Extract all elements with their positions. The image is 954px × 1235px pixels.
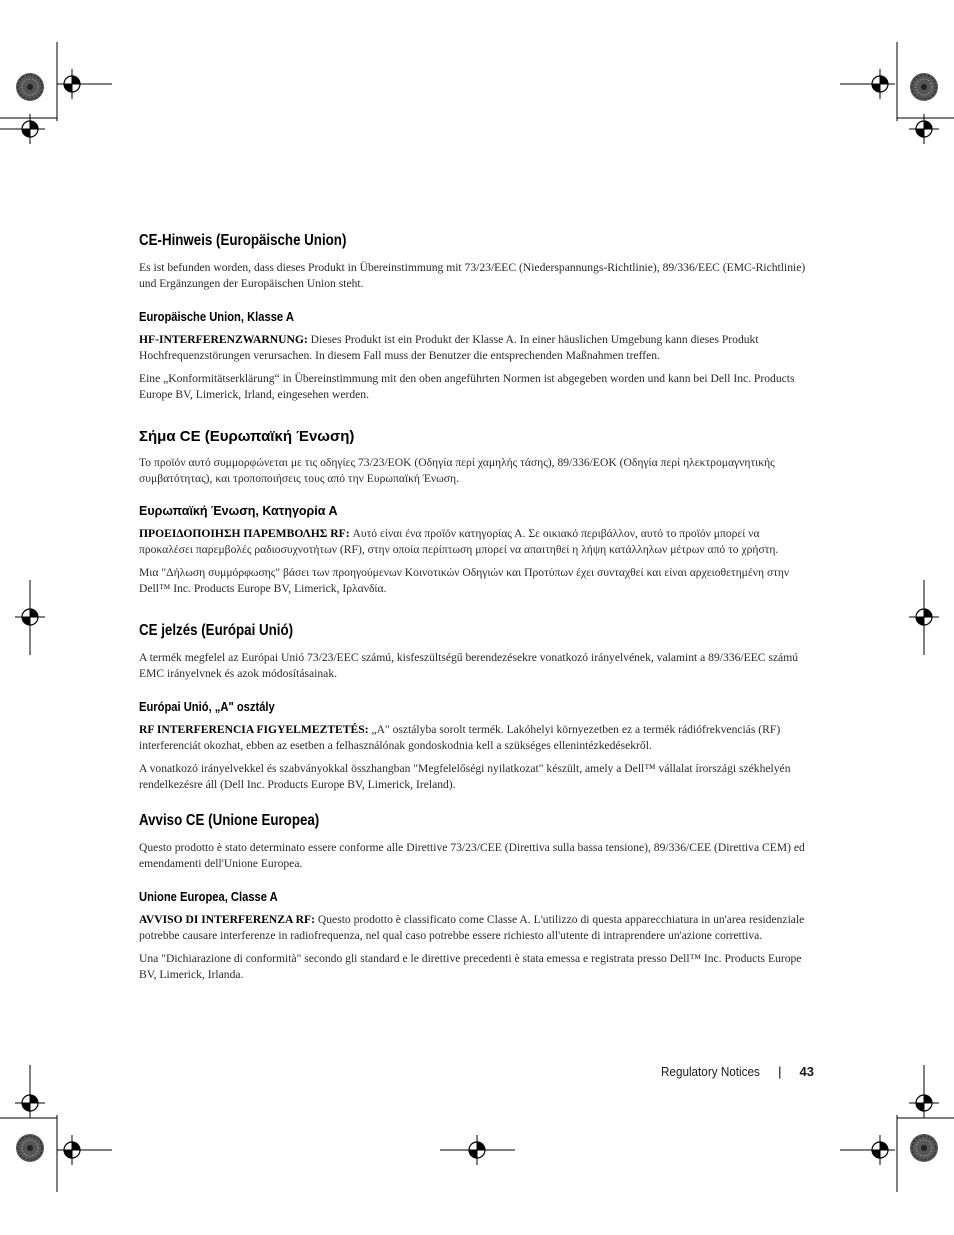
warning-label: RF INTERFERENCIA FIGYELMEZTETÉS: — [139, 723, 369, 736]
warning-label: HF-INTERFERENZWARNUNG: — [139, 333, 308, 346]
footer-section-title: Regulatory Notices — [661, 1063, 761, 1079]
declaration-paragraph: Eine „Konformitätserklärung“ in Übereinstimmung mit den oben angeführten Normen ist abgegeben worden und kann bei Dell Inc. Products Europe BV, Limerick, Irland, eingesehen werden. — [139, 372, 795, 401]
warning-paragraph — [139, 722, 814, 754]
section-ce-notice-greek — [139, 428, 814, 597]
section-ce-notice-german — [139, 232, 814, 403]
page-number: 43 — [799, 1063, 814, 1079]
intro-paragraph: A termék megfelel az Európai Unió 73/23/EEC számú, kisfeszültségű berendezésekre vonatkozó irányelvének, valamint a 89/336/EEC számú EMC irányelvnek és azok módosításainak. — [139, 651, 799, 680]
star-target-mark-bottom-left — [16, 1134, 44, 1162]
section-ce-notice-hungarian — [139, 622, 814, 793]
section-heading: CE jelzés (Európai Unió) — [139, 622, 294, 639]
section-ce-notice-italian — [139, 812, 814, 983]
star-target-mark-top-right — [910, 73, 938, 101]
declaration-paragraph: Μια "Δήλωση συμμόρφωσης" βάσει των προηγούμενων Κοινοτικών Οδηγιών και Προτύπων έχει συνταχθεί και είναι αρχειοθετημένη στην Dell™ Inc. Products Europe BV, Limerick, Ιρλανδία. — [139, 566, 790, 595]
subheading: Europäische Union, Klasse A — [139, 309, 294, 324]
intro-paragraph: Το προϊόν αυτό συμμορφώνεται με τις οδηγίες 73/23/ΕΟΚ (Οδηγία περί χαμηλής τάσης), 89/336/ΕΟΚ (Οδηγία περί ηλεκτρομαγνητικής συμβατότητας), και τροποποιήσεις τους από την Ευρωπαϊκή Ένωση. — [139, 456, 775, 485]
registration-mark-bottom-right — [865, 1135, 895, 1165]
page-footer — [580, 1061, 814, 1081]
warning-label: ΠΡΟΕΙΔΟΠΟΙΗΣΗ ΠΑΡΕΜΒΟΛΗΣ RF: — [139, 527, 350, 540]
warning-text: Questo prodotto è classificato come Classe A. L'utilizzo di questa apparecchiatura in un'area residenziale potrebbe causare interferenze in radiofrequenza, nel qual caso potrebbe essere richiesto all'utente di intraprendere un'azione correttiva. — [139, 913, 805, 942]
registration-mark-top-right — [865, 69, 895, 99]
warning-paragraph — [139, 332, 814, 364]
warning-label: AVVISO DI INTERFERENZA RF: — [139, 913, 315, 926]
intro-paragraph: Questo prodotto è stato determinato essere conforme alle Direttive 73/23/CEE (Direttiva sulla bassa tensione), 89/336/CEE (Direttiva CEM) ed emendamenti dell'Unione Europea. — [139, 841, 805, 870]
section-heading: Σήμα CE (Ευρωπαϊκή Ένωση) — [139, 428, 355, 445]
subheading: Unione Europea, Classe A — [139, 889, 278, 904]
registration-mark-bottom-center — [462, 1135, 492, 1165]
registration-mark-bottom-right-upper — [909, 1088, 939, 1118]
star-target-mark-bottom-right — [910, 1134, 938, 1162]
warning-text: Αυτό είναι ένα προϊόν κατηγορίας Α. Σε οικιακό περιβάλλον, αυτό το προϊόν μπορεί να προκαλέσει παρεμβολές ραδιοσυχνοτήτων (RF), στην οποία περίπτωση μπορεί να απαιτηθεί η λήψη κατάλληλων μέτρων από το χρήστη. — [139, 527, 779, 556]
registration-mark-top-left-lower — [15, 114, 45, 144]
warning-paragraph — [139, 912, 814, 944]
registration-mark-top-left — [57, 69, 87, 99]
subheading: Ευρωπαϊκή Ένωση, Κατηγορία Α — [139, 504, 338, 518]
registration-mark-bottom-left — [57, 1135, 87, 1165]
intro-paragraph: Es ist befunden worden, dass dieses Produkt in Übereinstimmung mit 73/23/EEC (Niederspannungs-Richtlinie), 89/336/EEC (EMC-Richtlinie) und Ergänzungen der Europäischen Union steht. — [139, 261, 806, 290]
page-content — [139, 232, 814, 990]
registration-mark-middle-left — [15, 602, 45, 632]
declaration-paragraph: Una "Dichiarazione di conformità" secondo gli standard e le direttive precedenti è stata emessa e registrata presso Dell™ Inc. Products Europe BV, Limerick, Irlanda. — [139, 952, 802, 981]
star-target-mark-top-left — [16, 73, 44, 101]
warning-paragraph — [139, 526, 814, 558]
warning-text: Dieses Produkt ist ein Produkt der Klasse A. In einer häuslichen Umgebung kann dieses Produkt Hochfrequenzstörungen verursachen. In diesem Fall muss der Benutzer die entsprechenden Maßnahmen treffen. — [139, 333, 759, 362]
declaration-paragraph: A vonatkozó irányelvekkel és szabványokkal összhangban "Megfelelőségi nyilatkozat" készült, amely a Dell™ vállalat írországi székhelyén rendelkezésre áll (Dell Inc. Products Europe BV, Limerick, Ireland). — [139, 762, 791, 791]
subheading: Európai Unió, „A" osztály — [139, 699, 275, 714]
section-heading: CE-Hinweis (Europäische Union) — [139, 232, 347, 249]
registration-mark-top-right-lower — [909, 114, 939, 144]
warning-text: „A" osztályba sorolt termék. Lakóhelyi környezetben ez a termék rádiófrekvenciás (RF) interferenciát okozhat, ebben az esetben a felhasználónak gondoskodnia kell a szükséges ellenintézkedésekről. — [139, 723, 781, 752]
section-heading: Avviso CE (Unione Europea) — [139, 812, 320, 829]
registration-mark-bottom-left-upper — [15, 1088, 45, 1118]
footer-separator: | — [778, 1063, 782, 1079]
registration-mark-middle-right — [909, 602, 939, 632]
